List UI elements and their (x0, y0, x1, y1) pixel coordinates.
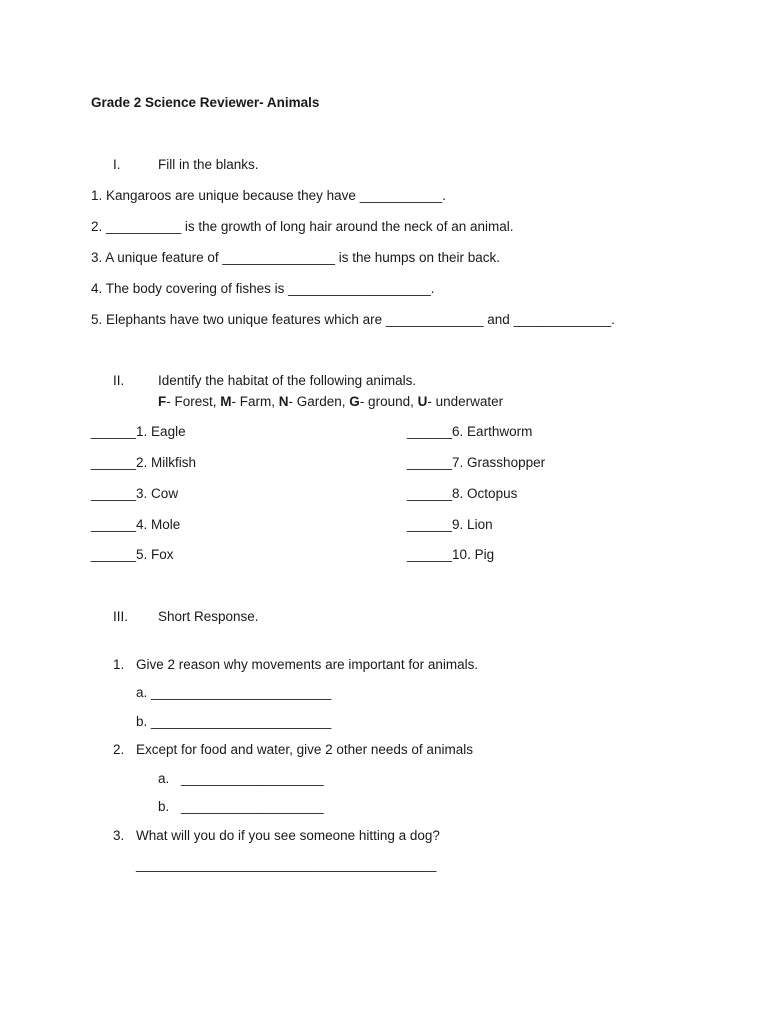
question-1-answer-a: a. ________________________ (136, 685, 332, 700)
question-1-text: Give 2 reason why movements are important for animals. (136, 657, 479, 672)
question-3-text: What will you do if you see someone hitting a dog? (136, 828, 440, 843)
question-2-answer-a-line: ___________________ (181, 771, 324, 786)
legend-text-garden: - Garden, (288, 394, 350, 409)
legend-code-farm: M (220, 394, 232, 409)
section2-heading: Identify the habitat of the following animals. (158, 373, 417, 388)
fill-blank-item-4: 4. The body covering of fishes is ___________________. (91, 281, 435, 296)
legend-text-ground: - ground, (359, 394, 418, 409)
fill-blank-item-3: 3. A unique feature of _______________ is the humps on their back. (91, 250, 501, 265)
section2-numeral: II. (113, 373, 125, 388)
habitat-item-7: ______7. Grasshopper (407, 455, 546, 470)
legend-text-farm: - Farm, (231, 394, 279, 409)
question-3-answer-line: ________________________________________ (136, 857, 437, 872)
question-3-number: 3. (113, 828, 125, 843)
fill-blank-item-1: 1. Kangaroos are unique because they have ___________. (91, 188, 447, 203)
habitat-item-4: ______4. Mole (91, 517, 181, 532)
habitat-item-10: ______10. Pig (407, 547, 495, 562)
legend-code-forest: F (158, 394, 167, 409)
page-title: Grade 2 Science Reviewer- Animals (91, 95, 320, 110)
section3-heading: Short Response. (158, 609, 259, 624)
question-2-text: Except for food and water, give 2 other needs of animals (136, 742, 473, 757)
question-1-number: 1. (113, 657, 125, 672)
legend-code-ground: G (349, 394, 360, 409)
fill-blank-item-5: 5. Elephants have two unique features which are _____________ and _____________. (91, 312, 615, 327)
habitat-legend (158, 394, 503, 410)
legend-code-garden: N (278, 394, 289, 409)
legend-text-underwater: - underwater (427, 394, 504, 409)
habitat-item-5: ______5. Fox (91, 547, 174, 562)
habitat-item-2: ______2. Milkfish (91, 455, 197, 470)
section3-numeral: III. (113, 609, 129, 624)
fill-blank-item-2: 2. __________ is the growth of long hair around the neck of an animal. (91, 219, 514, 234)
habitat-item-1: ______1. Eagle (91, 424, 186, 439)
section1-heading: Fill in the blanks. (158, 157, 259, 172)
legend-code-underwater: U (417, 394, 428, 409)
legend-text-forest: - Forest, (166, 394, 221, 409)
habitat-item-8: ______8. Octopus (407, 486, 518, 501)
habitat-item-9: ______9. Lion (407, 517, 493, 532)
section1-numeral: I. (113, 157, 121, 172)
question-2-answer-a-label: a. (158, 771, 170, 786)
habitat-item-3: ______3. Cow (91, 486, 179, 501)
question-2-answer-b-line: ___________________ (181, 799, 324, 814)
question-2-number: 2. (113, 742, 125, 757)
habitat-item-6: ______6. Earthworm (407, 424, 533, 439)
question-1-answer-b: b. ________________________ (136, 714, 332, 729)
question-2-answer-b-label: b. (158, 799, 170, 814)
